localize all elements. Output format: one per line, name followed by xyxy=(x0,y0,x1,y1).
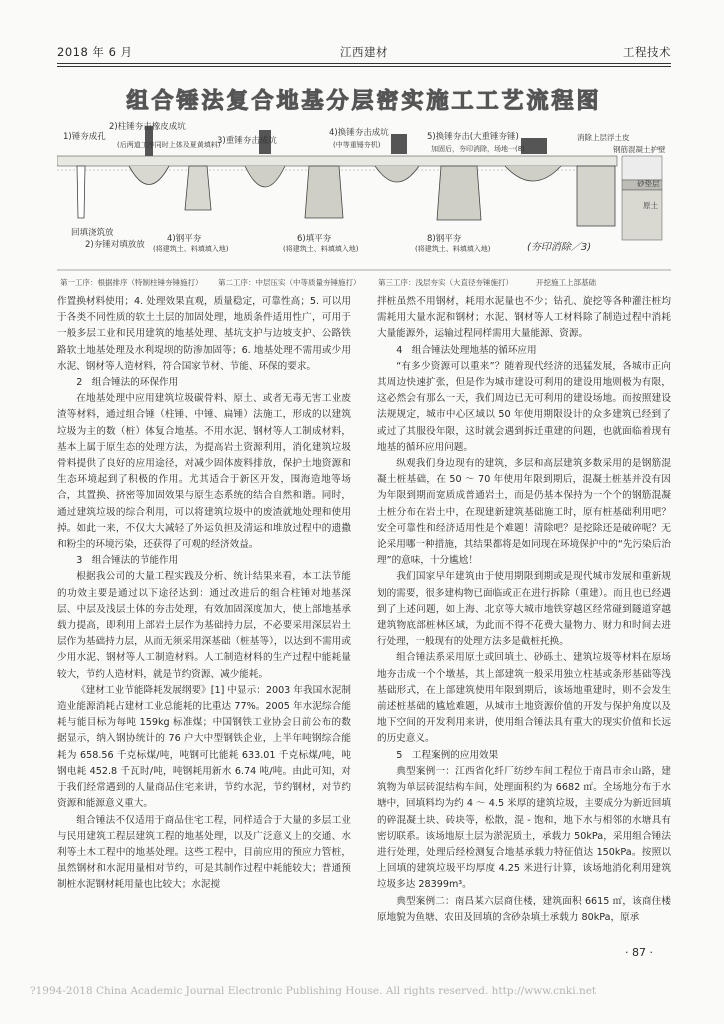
label-step5-note: 加固后，夯印消除，场地一(8) xyxy=(431,145,525,153)
section-heading: 4 组合锤法处理地基的循环应用 xyxy=(396,344,537,356)
figure-title: 组合锤法复合地基分层密实施工工艺流程图 xyxy=(126,88,602,114)
label-step6: 6)填平夯 xyxy=(297,234,332,244)
paragraph: 在地基处理中应用建筑垃圾碳骨料、原土、或者无毒无害工业废渣等材料，通过组合锤（柱锤、中锤、扁锤）法施工，形成的以建筑垃圾为主的数（桩）体复合地基。不用水泥、钢材等人工制成材料，基本上属于原生态的处理方法，为提高岩土资源利用，消化建筑垃圾骨料提供了良好的应用途径，对减少固体废料排放，保护土地资源和生态环境起到了积极的作用。尤其适合于新区开发，围海造地等场合，其置换、挤密等加固效果与原生态系统的结合自然和谐。同时，通过建筑垃圾的综合利用，可以将建筑垃圾中的废渣就地处理和使用掉。如此一来，不仅大大减轻了外运负担及清运和堆放过程中的遗撒和粉尘的环境污染，还获得了可观的经济效益。 xyxy=(57,393,351,551)
right-column xyxy=(377,294,671,926)
running-header xyxy=(57,44,671,62)
page-number: · 87 · xyxy=(625,946,653,959)
header-date: 2018 年 6 月 xyxy=(57,45,133,59)
left-column xyxy=(57,294,351,894)
label-surface: 消除上层浮土皮 xyxy=(577,133,630,142)
caption-stage1: 第一工序：根据排序（特制柱锤夯锤施打） xyxy=(60,278,203,287)
paragraph: 典型案例一：江西省化纤厂纺纱车间工程位于南昌市余山路，建筑物为单层砖混结构车间，处理面积约为 6682 ㎡。全场地分布于水塘中，回填料均为约 4 ～ 4.5 米厚的建筑垃圾，主要成分为新近回填的碎混凝土块、砖块等，松散，混 - 饱和，地下水与相邻的水塘具有密切联系。该场地原土层为淤泥质土，承载力 50kPa，采用组合锤法进行处理，处理后经检测复合地基承载力特征值达 150kPa。按照以上回填的建筑垃圾平均厚度 4.25 米进行计算，该场地消化利用建筑垃圾多达 28399m³。 xyxy=(377,765,671,891)
section-heading: 2 组合锤法的环保作用 xyxy=(76,377,179,389)
label-step2-note: (后两道工序同时上体及夏黄填料) xyxy=(117,141,221,149)
paragraph: 作置换材料使用；4. 处理效果直观，质量稳定，可靠性高；5. 可以用于各类不同性质的软土土层的加固处理，地质条件适用性广，可用于一般多层工业和民用建筑的地基处理、基坑支护与边坡支护、公路铁路软土地基处理及水利堤坝的防渗加固等；6. 地基处理不需用或少用水泥、钢材等人造材料，符合国家节材、节能、环保的要求。 xyxy=(57,296,351,372)
label-step2b: 2)夯锤对填放放 xyxy=(85,240,145,250)
label-sand: 砂垫层 xyxy=(637,179,660,188)
caption-stage3: 第三工序：浅层夯实（大直径夯锤施打） xyxy=(378,278,513,287)
paragraph: 拌桩虽然不用钢材，耗用水泥量也不少；钻孔、旋挖等各种灌注桩均需耗用大量水泥和钢材；水泥、钢材等人工材料除了制造过程中消耗大量能源外，运输过程同样需用大量能源、资源。 xyxy=(377,296,671,340)
header-rule-2 xyxy=(57,66,671,67)
paragraph: 根据我公司的大量工程实践及分析、统计结果来看，本工法节能的功效主要是通过以下途径达到：通过改进后的组合柱锤对地基深层、中层及浅层土体的夯击处理，有效加固深度加大，使上部地基承载力提高，即利用上部岩土层作为基础持力层，不必要采用深层岩土层作为基础持力层，从而无须采用深基础（桩基等），以达到不需用或少用水泥、钢材等人工制造材料。人工制造材料的生产过程中能耗量较大，节约人造材料，就是节约资源、减少能耗。 xyxy=(57,571,351,680)
paragraph: 组合锤法不仅适用于商品住宅工程，同样适合于大量的多层工业与民用建筑工程层建筑工程的地基处理，以及广泛意义上的交通、水利等土木工程中的地基处理。这些工程中，目前应用的预应力管桩，虽然钢材和水泥用量相对节约，可是其制作过程中耗能较大；普通预制桩水泥钢材耗用量也比较大；水泥搅 xyxy=(57,814,351,891)
header-section: 工程技术 xyxy=(623,45,671,59)
paragraph: 组合锤法系采用原土或回填土、砂砾土、建筑垃圾等材料在原场地夯击成一个个墩基，其上部建筑一般采用独立柱基或条形基础等浅基础形式，在上部建筑使用年限到期后，该场地重建时，则不会发生前述桩基础的尴尬难题，从城市土地资源价值的开发与保护角度以及地下空间的开发利用来讲，使用组合锤法具有重大的现实价值和长远的历史意义。 xyxy=(377,652,671,745)
header-journal: 江西建材 xyxy=(340,45,388,59)
label-step8: 8)钢平夯 xyxy=(427,234,462,244)
label-soil: 原土 xyxy=(643,201,658,210)
label-retaining: 钢筋混凝土护壁 xyxy=(613,145,666,154)
paragraph: 纵观我们身边现有的建筑，多层和高层建筑多数采用的是钢筋混凝土桩基础，在 50 ～ 70 年使用年限到期后，混凝土桩基并没有因为年限到期而宽质成普通岩土，而是仍基本保持为一个个的钢筋混凝土桩分布在岩土中，在现建新建筑基础施工时，原有桩基础利用吧？安全可靠性和经济适用性是个难题！清除吧？是挖除还是破碎呢？无论采用哪一种措施，其结果都将是如同现在环境保护中的“先污染后治理”的意味，十分尴尬！ xyxy=(377,458,671,567)
paragraph: “有多少资源可以重来”？随着现代经济的迅猛发展，各城市正向其周边快速扩张，但是作为城市建设可利用的建设用地则极为有限，这必然会有那么一天，我们周边已无可利用的建设场地。而按照建设法规规定，城市中心区域以 50 年使用期限设计的众多建筑已经到了或过了其服役年限，这时就会遇到拆迁重建的问题，也就面临着现有地基的循环应用问题。 xyxy=(377,360,671,453)
label-step6-note: (将建筑土、料填填入地) xyxy=(283,245,359,253)
label-step3: 3)重锤夯击成坑 xyxy=(217,136,277,146)
header-rule xyxy=(57,63,671,64)
label-step1: 1)锤夯成孔 xyxy=(63,132,106,142)
label-step4b-note: (将建筑土、料填填入地) xyxy=(153,245,229,253)
paragraph: 我们国家早年建筑由于使用期限到期或是现代城市发展和重新规划的需要，很多建构物已面临或正在进行拆除（重建）。而且也已经遇到了上述问题，如上海、北京等大城市地铁穿越区经常碰到隧道穿越建筑物底部桩林区域，为此而不得不花费大量物力、财力和时间去进行处理，一般现有的处理方法多是截桩托换。 xyxy=(377,571,671,648)
process-flow-figure xyxy=(57,78,671,288)
label-step4b: 4)钢平夯 xyxy=(167,234,202,244)
copyright-footer: ?1994-2018 China Academic Journal Electronic Publishing House. All rights reserved. http://www.cnki.net xyxy=(30,985,597,997)
section-heading: 5 工程案例的应用效果 xyxy=(396,749,499,761)
label-final: (夯印消除／3) xyxy=(527,242,592,253)
label-step8-note: (将建筑土、料填填入地) xyxy=(415,245,491,253)
label-step4-note: (中等重锤夯机) xyxy=(333,141,381,149)
label-step2: 2)柱锤夯击橡皮成坑 xyxy=(109,122,186,132)
label-step4: 4)换锤夯击成坑 xyxy=(329,128,389,138)
label-step5: 5)换锤夯击(大重锤夯锤) xyxy=(427,132,519,142)
caption-stage4: 开挖施工上部基础 xyxy=(536,278,596,287)
paragraph: 典型案例二：南昌某六层商住楼，建筑面积 6615 ㎡，该商住楼原地貌为鱼塘、农田及回填的含砂杂填土承载力 80kPa，原承 xyxy=(377,895,671,923)
caption-stage2: 第二工序：中层压实（中等质量夯锤施打） xyxy=(218,278,361,287)
label-backfill: 回填浇筑放 xyxy=(71,228,114,238)
paragraph: 《建材工业节能降耗发展纲要》[1] 中显示：2003 年我国水泥制造业能源消耗占建材工业总能耗的比重达 77%。2005 年水泥综合能耗与能目标为每吨 159kg 标准煤；中国钢铁工业协会日前公布的数据显示，纳入钢协统计的 76 户大中型钢铁企业，上半年吨钢综合能耗为 658.56 千克标煤/吨，吨钢可比能耗 633.01 千克标煤/吨，吨钢电耗 452.8 千瓦时/吨，吨钢耗用新水 6.74 吨/吨。由此可知，对于我们经常遇到的人量商品住宅来讲，节约水泥，节约钢材，对节约资源和能源意义重大。 xyxy=(57,684,351,810)
section-heading: 3 组合锤法的节能作用 xyxy=(76,555,179,567)
